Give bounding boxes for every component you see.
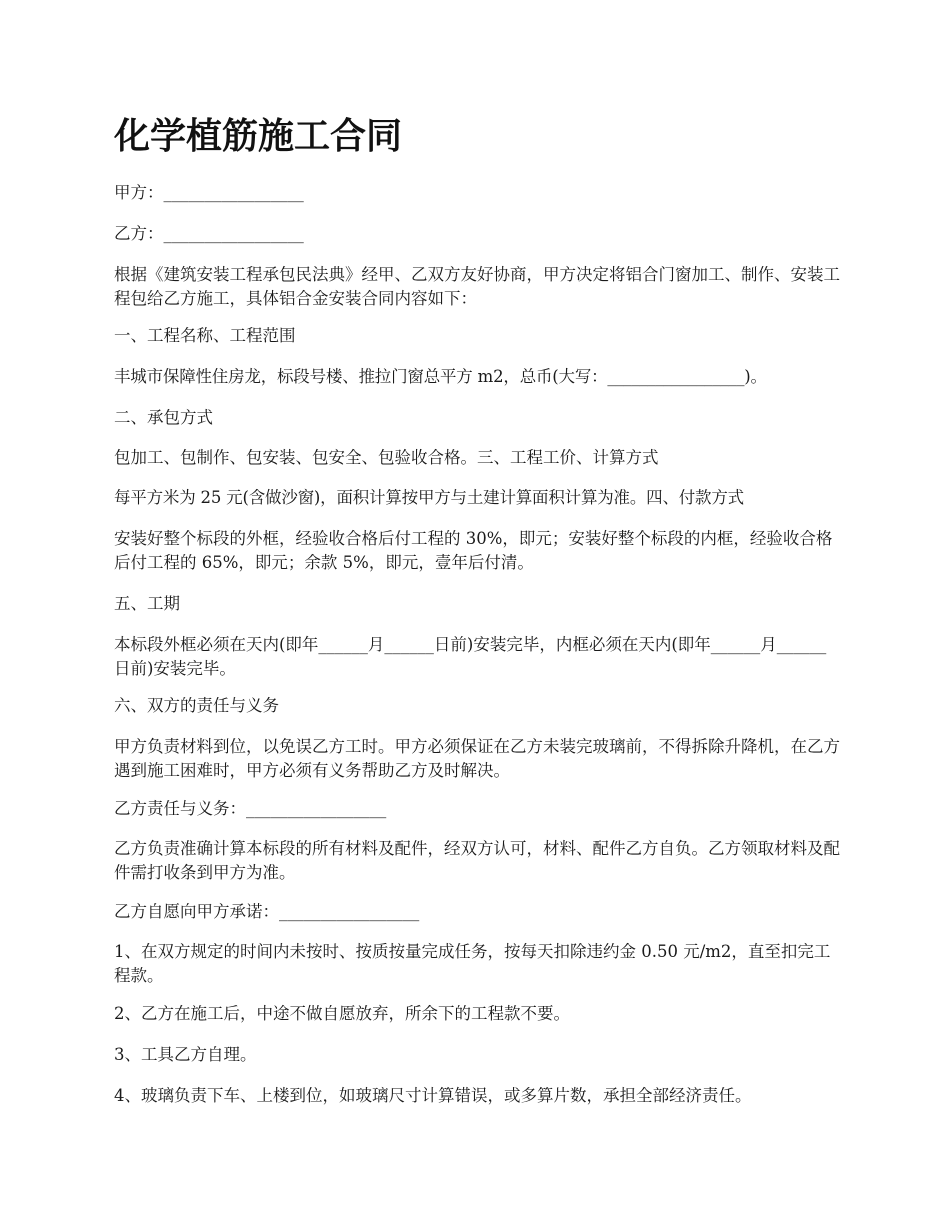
promise-item-4: 4、玻璃负责下车、上楼到位，如玻璃尺寸计算错误，或多算片数，承担全部经济责任。 (114, 1086, 752, 1105)
party-b-line: 乙方：_________________ (114, 224, 304, 243)
party-b-promise-line: 乙方自愿向甲方承诺：_________________ (114, 902, 420, 921)
promise-item-2: 2、乙方在施工后，中途不做自愿放弃，所余下的工程款不要。 (114, 1004, 570, 1023)
payment-paragraph: 安装好整个标段的外框，经验收合格后付工程的 30%，即元；安装好整个标段的内框，经验收合格后付工程的 65%，即元；余款 5%，即元，壹年后付清。 (114, 529, 833, 572)
unit-price-paragraph: 每平方米为 25 元(含做沙窗)，面积计算按甲方与土建计算面积计算为准。四、付款方式 (114, 488, 744, 507)
section-heading-1: 一、工程名称、工程范围 (114, 326, 296, 345)
promise-item-3: 3、工具乙方自理。 (114, 1045, 257, 1064)
party-a-line: 甲方：_________________ (114, 183, 304, 202)
project-scope-paragraph: 丰城市保障性住房龙，标段号楼、推拉门窗总平方 m2，总币(大写：_________________)。 (114, 367, 767, 386)
section-heading-6: 六、双方的责任与义务 (114, 696, 279, 715)
intro-paragraph: 根据《建筑安装工程承包民法典》经甲、乙双方友好协商，甲方决定将铝合门窗加工、制作、安装工程包给乙方施工，具体铝合金安装合同内容如下： (114, 265, 840, 308)
schedule-paragraph: 本标段外框必须在天内(即年______月______日前)安装完毕，内框必须在天内(即年______月______日前)安装完毕。 (114, 635, 827, 678)
party-a-duty-paragraph: 甲方负责材料到位，以免误乙方工时。甲方必须保证在乙方未装完玻璃前，不得拆除升降机，在乙方遇到施工困难时，甲方必须有义务帮助乙方及时解决。 (114, 737, 840, 780)
document-title: 化学植筋施工合同 (114, 115, 403, 157)
party-b-duty-line: 乙方责任与义务：_________________ (114, 799, 387, 818)
section-heading-2: 二、承包方式 (114, 408, 213, 427)
promise-item-1: 1、在双方规定的时间内未按时、按质按量完成任务，按每天扣除违约金 0.50 元/m2，直至扣完工程款。 (114, 942, 831, 985)
contract-mode-paragraph: 包加工、包制作、包安装、包安全、包验收合格。三、工程工价、计算方式 (114, 448, 659, 467)
section-heading-5: 五、工期 (114, 594, 180, 613)
party-b-material-paragraph: 乙方负责准确计算本标段的所有材料及配件，经双方认可，材料、配件乙方自负。乙方领取材料及配件需打收条到甲方为准。 (114, 839, 840, 882)
